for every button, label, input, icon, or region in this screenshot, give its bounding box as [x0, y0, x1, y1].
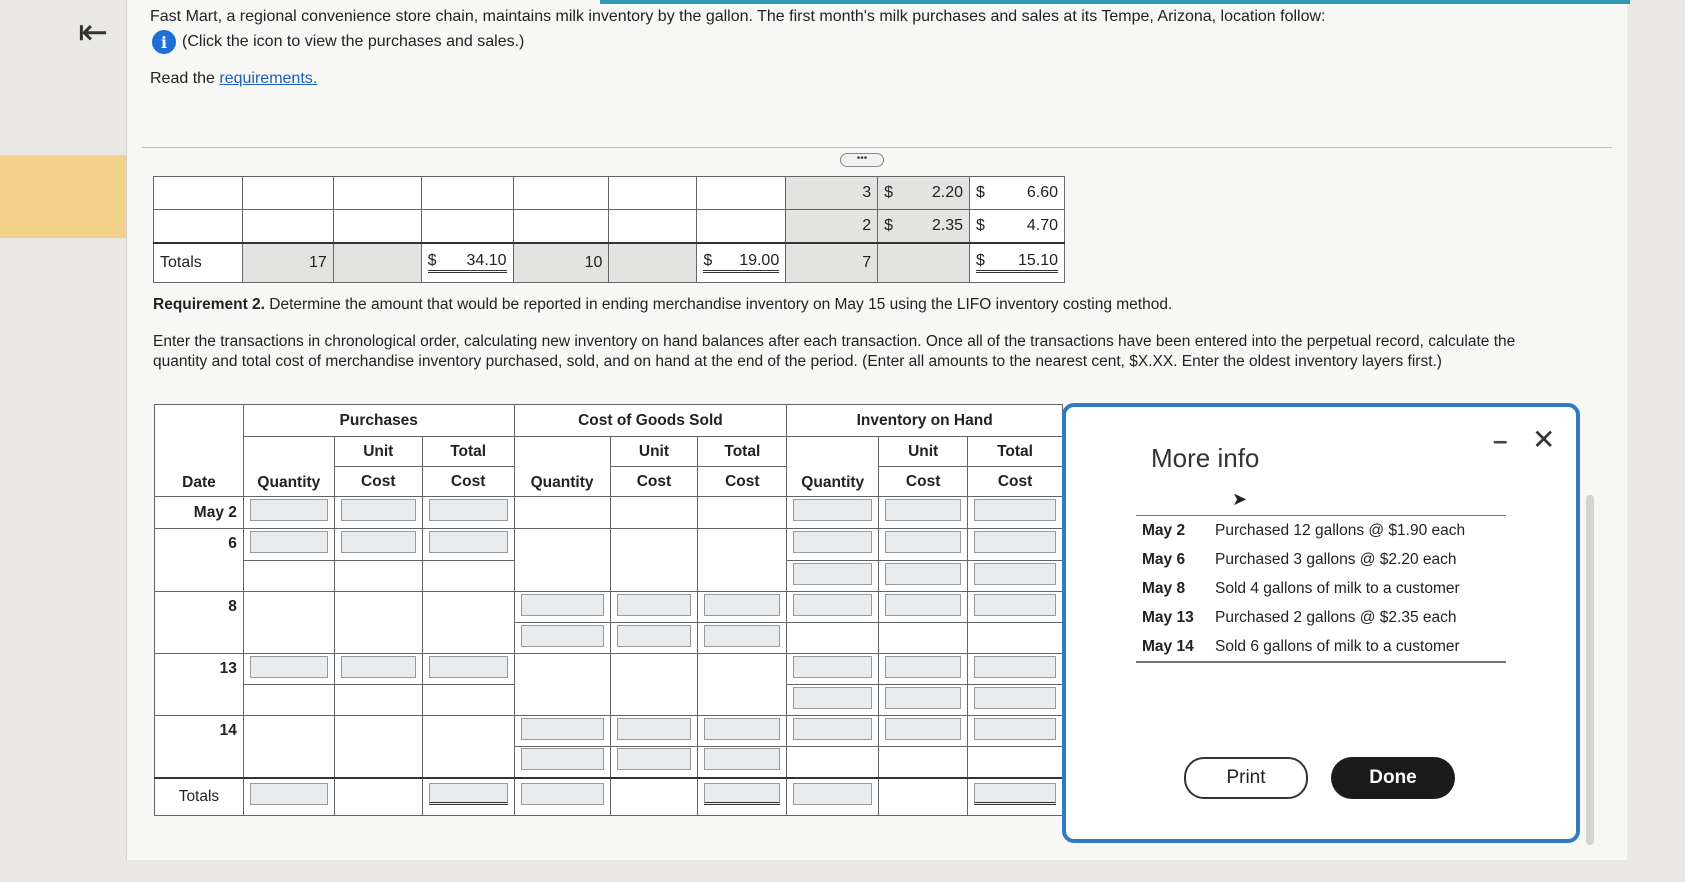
input-cell[interactable]: [793, 656, 872, 678]
date-label: 8: [228, 598, 237, 615]
table-row-may-8: [155, 592, 1063, 623]
input-cell[interactable]: [250, 531, 328, 553]
cogs-header: [514, 405, 787, 437]
input-cell[interactable]: [341, 656, 416, 678]
date-label: 6: [228, 535, 237, 552]
inv-cost-header: [879, 467, 968, 497]
section-divider: [142, 147, 1612, 148]
date-header-label: Date: [182, 474, 216, 491]
entry-text: Purchased 2 gallons @ $2.35 each: [1215, 609, 1457, 626]
inv-cost-header: [968, 467, 1063, 497]
input-cell[interactable]: [793, 531, 872, 553]
table-row-may-2: [155, 497, 1063, 529]
input-cell[interactable]: [429, 531, 508, 553]
expand-dots-button[interactable]: •••: [840, 153, 884, 167]
inv-qty-header: [787, 437, 879, 497]
input-cell[interactable]: [974, 783, 1056, 805]
inv-unit-value: 2.35: [931, 216, 963, 234]
input-cell[interactable]: [617, 748, 692, 770]
totals-label: Totals: [154, 243, 243, 283]
input-cell[interactable]: [704, 748, 780, 770]
input-cell[interactable]: [617, 718, 692, 740]
purchases-header-label: Purchases: [339, 411, 418, 429]
inv-total-cell: [970, 177, 1065, 210]
input-cell[interactable]: [793, 563, 872, 585]
input-cell[interactable]: [704, 718, 780, 740]
req1-record-table: [153, 176, 1065, 283]
inv-unit-value: 2.20: [931, 184, 963, 201]
cogs-cost-header: [610, 467, 698, 497]
header-label: Unit: [638, 442, 670, 460]
modal-title: More info: [1151, 443, 1260, 473]
scrollbar[interactable]: [1586, 495, 1594, 845]
info-link-text: (Click the icon to view the purchases and sales.): [182, 33, 525, 50]
cogs-total-underline: [703, 252, 779, 273]
inv-qty-cell: 3: [786, 177, 878, 210]
inv-unit-cell: [878, 177, 970, 210]
header-label: Cost: [997, 472, 1033, 490]
cogs-total-header: [698, 437, 787, 467]
purch-total-underline: [428, 252, 507, 273]
entry-date: May 6: [1142, 551, 1186, 568]
more-info-modal: [1062, 403, 1580, 843]
input-cell[interactable]: [885, 499, 961, 521]
inventory-header: [787, 405, 1063, 437]
entry-text: Purchased 12 gallons @ $1.90 each: [1215, 522, 1466, 539]
header-label: Unit: [363, 442, 394, 460]
input-cell[interactable]: [793, 594, 872, 616]
totals-row: [155, 778, 1063, 816]
entry-date: May 14: [1142, 638, 1194, 655]
input-cell[interactable]: [793, 499, 872, 521]
req1-totals-row: [154, 243, 1065, 283]
done-button[interactable]: Done: [1331, 757, 1455, 799]
header-label: Cost: [636, 472, 672, 490]
input-cell[interactable]: [429, 499, 508, 521]
req1-row: [154, 177, 1065, 210]
currency-sign: $: [703, 252, 713, 270]
input-cell[interactable]: [521, 783, 604, 805]
input-cell[interactable]: [974, 687, 1056, 709]
input-cell[interactable]: [704, 594, 780, 616]
header-label: Total: [997, 442, 1033, 460]
list-item: [1136, 632, 1506, 662]
inv-total-underline: [976, 252, 1058, 273]
print-button[interactable]: Print: [1184, 757, 1308, 799]
inv-grand-total-value: 15.10: [1017, 252, 1058, 270]
inv-total-header: [968, 437, 1063, 467]
req2-instructions: Enter the transactions in chronological order, calculating new inventory on hand balances after each transaction. Once all of the transactions have been entered into the perpetual record, calculate the quantity and total cost of merchandise inventory purchased, sold, and on hand at the end of the period. (Enter all amounts to the nearest cent, $X.XX. Enter the oldest inventory layers first.): [153, 333, 1516, 370]
date-cell: [155, 592, 244, 654]
purch-total-value: 34.10: [466, 252, 507, 270]
cogs-total-value: 19.00: [739, 252, 780, 270]
input-cell[interactable]: [617, 625, 692, 647]
header-label: Cost: [450, 472, 486, 490]
input-cell[interactable]: [617, 594, 692, 616]
currency-sign: $: [976, 184, 985, 201]
input-cell[interactable]: [521, 718, 604, 740]
header-label: Cost: [725, 472, 760, 490]
input-cell[interactable]: [974, 499, 1056, 521]
purch-cost-header: [334, 467, 422, 497]
input-cell[interactable]: [974, 563, 1056, 585]
purch-total-header: [422, 437, 514, 467]
inv-qty-total: 7: [786, 243, 878, 283]
close-icon[interactable]: ✕: [1532, 424, 1556, 455]
input-cell[interactable]: [250, 499, 328, 521]
inv-unit-header: [879, 437, 968, 467]
header-label: Total: [450, 442, 487, 460]
input-cell[interactable]: [974, 718, 1056, 740]
entry-date: May 2: [1142, 522, 1186, 539]
date-cell: [155, 529, 244, 592]
read-prefix: Read the: [150, 70, 220, 87]
entry-date: May 8: [1142, 580, 1186, 597]
input-cell[interactable]: [704, 783, 780, 805]
input-cell[interactable]: [974, 656, 1056, 678]
currency-sign: $: [976, 216, 985, 234]
input-cell[interactable]: [521, 625, 604, 647]
input-cell[interactable]: [704, 625, 780, 647]
date-label: 14: [219, 722, 237, 739]
top-progress-bar: [600, 0, 1630, 4]
purch-qty-header: [243, 437, 334, 497]
cogs-cost-header: [698, 467, 787, 497]
read-requirements: [150, 70, 317, 88]
header-label: Quantity: [257, 474, 321, 491]
entry-text: Purchased 3 gallons @ $2.20 each: [1215, 551, 1457, 568]
currency-sign: $: [976, 252, 985, 270]
currency-sign: $: [884, 184, 893, 201]
totals-label: Totals: [155, 778, 244, 816]
inv-unit-cell: [878, 210, 970, 243]
input-cell[interactable]: [521, 594, 604, 616]
input-cell[interactable]: [885, 531, 961, 553]
input-cell[interactable]: [885, 718, 961, 740]
header-label: Quantity: [530, 474, 594, 491]
list-item: [1136, 603, 1506, 632]
input-cell[interactable]: [974, 531, 1056, 553]
input-cell[interactable]: [250, 656, 328, 678]
left-accent-bar: [0, 155, 128, 238]
header-label: Cost: [905, 472, 941, 490]
inv-total-value: 6.60: [1026, 184, 1058, 201]
entry-text: Sold 6 gallons of milk to a customer: [1215, 638, 1460, 655]
back-arrow-icon[interactable]: ⇤: [78, 11, 109, 52]
table-row-may-6: [155, 529, 1063, 561]
input-cell[interactable]: [885, 594, 961, 616]
date-label: 13: [219, 660, 237, 677]
date-header: [155, 405, 244, 497]
input-cell[interactable]: [250, 783, 328, 805]
purch-qty-total: 17: [242, 243, 333, 283]
mouse-cursor-icon: ➤: [1232, 489, 1248, 509]
currency-sign: $: [427, 252, 437, 270]
purch-total-cell: [421, 243, 513, 283]
header-label: Unit: [908, 442, 939, 460]
info-row: [152, 30, 524, 54]
input-cell[interactable]: [793, 718, 872, 740]
input-cell[interactable]: [793, 687, 872, 709]
cogs-qty-total: 10: [513, 243, 609, 283]
input-cell[interactable]: [793, 783, 872, 805]
list-item: [1136, 516, 1506, 546]
minimize-icon[interactable]: –: [1493, 425, 1508, 455]
purch-cost-header: [422, 467, 514, 497]
list-item: [1136, 574, 1506, 603]
intro-text: Fast Mart, a regional convenience store chain, maintains milk inventory by the gallon. The first month's milk purchases and sales at its Tempe, Arizona, location follow:: [150, 8, 1326, 25]
date-cell: [155, 716, 244, 778]
input-cell[interactable]: [521, 748, 604, 770]
date-cell: [155, 654, 244, 716]
input-cell[interactable]: [341, 499, 416, 521]
date-label: May 2: [193, 503, 237, 521]
input-cell[interactable]: [429, 656, 508, 678]
cogs-total-cell: [697, 243, 786, 283]
header-label: Cost: [361, 472, 396, 490]
entry-date: May 13: [1142, 609, 1194, 626]
header-label: Total: [724, 442, 761, 460]
input-cell[interactable]: [429, 783, 508, 805]
inv-qty-cell: 2: [786, 210, 878, 243]
inv-total-value: 4.70: [1026, 216, 1058, 234]
input-cell[interactable]: [974, 594, 1056, 616]
list-item: [1136, 545, 1506, 574]
cogs-header-label: Cost of Goods Sold: [578, 411, 723, 429]
input-cell[interactable]: [341, 531, 416, 553]
inv-total-cell: [970, 210, 1065, 243]
currency-sign: $: [884, 216, 893, 234]
input-cell[interactable]: [885, 563, 961, 585]
date-cell: [155, 497, 244, 529]
input-cell[interactable]: [885, 687, 961, 709]
header-label: Quantity: [801, 474, 865, 491]
req1-row: [154, 210, 1065, 243]
lifo-perpetual-record: [154, 404, 1063, 816]
purch-unit-header: [334, 437, 422, 467]
purchases-sales-table: [1136, 515, 1506, 663]
requirements-link[interactable]: requirements.: [219, 70, 318, 87]
inventory-header-label: Inventory on Hand: [856, 411, 993, 429]
purchases-header: [243, 405, 514, 437]
inv-total-cell: [970, 243, 1065, 283]
cogs-qty-header: [514, 437, 610, 497]
table-row-may-13: [155, 654, 1063, 685]
cogs-unit-header: [610, 437, 698, 467]
requirement-2-heading: [153, 296, 1172, 314]
req2-text: Determine the amount that would be reported in ending merchandise inventory on May 15 using the LIFO inventory costing method.: [264, 296, 1173, 313]
req2-label: Requirement 2.: [153, 296, 265, 313]
entry-text: Sold 4 gallons of milk to a customer: [1215, 580, 1460, 597]
info-icon[interactable]: i: [152, 30, 176, 54]
table-row-may-14: [155, 716, 1063, 747]
input-cell[interactable]: [885, 656, 961, 678]
